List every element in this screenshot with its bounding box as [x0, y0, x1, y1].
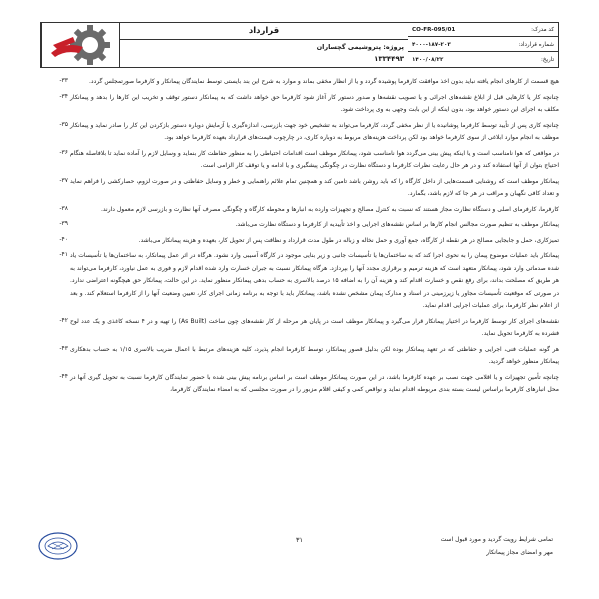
doc-code-value: CO-FR-095/01: [412, 26, 456, 33]
company-stamp-icon: [36, 530, 80, 562]
clause-item: [40, 372, 559, 397]
clause-number: -۳۸: [59, 204, 68, 212]
clause-number: -۴۲: [59, 316, 68, 324]
clause-number: -۴۱: [59, 251, 68, 258]
doc-code-label: کد مدرک:: [531, 26, 554, 33]
clause-number: -۳۶: [59, 148, 68, 156]
contract-number-value: ۴۰۰۰-۱۸۷-۲۰۳: [412, 41, 451, 48]
project-name: پروژه: پتروشیمی گچساران: [316, 43, 404, 51]
contract-clauses: [40, 76, 559, 400]
clause-number: -۳۷: [59, 176, 68, 184]
clause-item: [40, 344, 559, 369]
contract-number-label: شماره قرارداد:: [518, 41, 554, 48]
clause-text: هر گونه عملیات فنی، اجرایی و حفاظتی که در تعهد پیمانکار بوده لکن بدلیل قصور پیمانکار، توسط کارفرما انجام پذیرد، کلیه هزینه‌های مرتبط با اعمال ضریب بالاسری ۱/۱۵ به حساب بدهکاری پیمانکار منظور خواهد گردید.: [70, 345, 559, 365]
clause-number: -۴۴: [59, 372, 68, 380]
clause-text: نقشه‌های اجرای کار توسط کارفرما در اختیار پیمانکار قرار می‌گیرد و پیمانکار موظف است در پایان هر مرحله از کار نقشه‌های چون ساخت (As Built) را تهیه و در ۴ نسخه کاغذی و یک عدد لوح فشرده به کارفرما تحویل نماید.: [70, 317, 560, 337]
clause-text: چنانچه تأمین تجهیزات و یا اقلامی جهت نصب بر عهده کارفرما باشد، در این صورت پیمانکار موظف است بر اساس برنامه پیش بینی شده با حضور نمایندگان کارفرما نسبت به تحویل گیری آنها در محل انبارهای کارفرما براساس لیست بسته بندی مربوطه اقدام نماید و نواقص کمی و کیفی اقلام مزبور را در صورت مجلسی که به امضاء نمایندگان کارفرما،: [70, 373, 559, 393]
page-number: ۳۱: [296, 536, 303, 544]
project-number: ۱۳۳۴۴۹۳: [374, 55, 404, 63]
clause-number: -۳۴: [59, 92, 68, 100]
title-block: [119, 23, 408, 67]
date-row: [408, 53, 558, 67]
clause-item: [40, 250, 559, 313]
acceptance-note: تمامی شرایط رویت گردید و مورد قبول است: [440, 536, 553, 543]
date-value: ۱۴۰۰/۰۸/۲۲: [412, 57, 444, 63]
clause-text: هیچ قسمت از کارهای انجام یافته نباید بدون اخذ موافقت کارفرما پوشیده گردد و یا از انظار مخفی بماند و موارد به شرح این بند بایستی توسط نمایندگان پیمانکار و کارفرما صورتمجلس گردد.: [89, 78, 559, 85]
clause-item: [40, 235, 559, 248]
clause-item: [40, 204, 559, 217]
clause-number: -۳۵: [59, 120, 68, 128]
title-divider: [120, 39, 408, 40]
signature-note: مهر و امضای مجاز پیمانکار: [486, 549, 553, 556]
gear-logo-icon: [43, 23, 119, 67]
clause-text: چنانچه کاری پس از تأیید توسط کارفرما پوشانیده یا از نظر مخفی گردد، کارفرما می‌تواند به تشخیص خود جهت بازرسی، اندازه‌گیری یا آزمایش دوباره دستور بازکردن این کار را صادر نماید و پیمانکار موظف به انجام موارد ابلاغی از سوی کارفرما خواهد بود لکن پرداخت هزینه‌های مربوط به دوباره کاری، در چارچوب قیمت‌های قرارداد بعهده کارفرما خواهد بود.: [70, 121, 559, 141]
document-title: قرارداد: [248, 26, 280, 36]
clause-text: تمیزکاری، حمل و جابجایی مصالح در هر نقطه از کارگاه، جمع آوری و حمل نخاله و زباله در طول مدت قرارداد و نظافت پس از تحویل کار، بعهده و هزینه پیمانکار می‌باشد.: [138, 236, 559, 244]
document-header: [40, 22, 559, 68]
clause-text: در مواقعی که هوا نامناسب است و یا اینکه پیش بینی می‌گردد هوا نامناسب شود، پیمانکار موظف است اقدامات احتیاطی را به منظور حفاظت کار بنماید و وسایل لازم را آماده نماید تا بلافاصله هنگام احتیاج بتوان از آنها استفاده کند و در هر حال رعایت نظرات کارفرما و دستگاه نظارت در چگونگی پیشگیری و یا ادامه و یا توقف کار الزامی است.: [70, 149, 559, 169]
date-label: تاریخ:: [540, 57, 554, 63]
clause-text: کارفرما، کارفرمای اصلی و دستگاه نظارت مجاز هستند که نسبت به کنترل مصالح و تجهیزات وارده به انبارها و محوطه کارگاه و چگونگی مصرف آنها نظارت و بازرسی لازم معمول دارند.: [101, 205, 559, 213]
clause-text: چنانچه کار یا کارهایی قبل از ابلاغ نقشه‌های اجرائی و یا تصویب نقشه‌ها و صدور دستور کار آغاز شود کارفرما حق خواهد داشت که به پیمانکار دستور توقف و تخریب این کارها را بدهد و پیمانکار مکلف به اجرای این دستور خواهد بود، بدون اینکه از این بابت وجهی به وی پرداخت شود.: [70, 93, 559, 113]
contract-number-row: [408, 38, 558, 52]
clause-number: -۴۰: [59, 235, 68, 243]
clause-text: پیمانکار موظف به تنظیم صورت مجالس انجام کارها بر اساس نقشه‌های اجرایی و اخذ تأییدیه از کارفرما و دستگاه نظارت می‌باشد.: [235, 221, 559, 228]
clause-number: -۳۹: [59, 220, 68, 227]
clause-item: [40, 148, 559, 173]
clause-item: [40, 120, 559, 145]
clause-number: -۴۳: [59, 344, 68, 352]
contract-page: [40, 22, 559, 574]
clause-number: -۳۳: [59, 77, 68, 84]
doc-code-row: [408, 23, 558, 37]
clause-item: [40, 92, 559, 117]
document-meta-block: [408, 23, 558, 67]
clause-text: پیمانکار باید عملیات موضوع پیمان را به نحوی اجرا کند که به ساختمان‌ها یا تأسیسات جانبی و زیر بنایی موجود در کارگاه آسیبی وارد نشود. هرگاه در اثر عمل پیمانکار، به ساختمان‌ها یا تأسیسات یاد شده صدماتی وارد شود، پیمانکار متعهد است که هزینه ترمیم و برقراری مجدد آنها را بپردازد. هرگاه پیمانکار نسبت به جبران خسارت وارد شده اقدام لازم و فوری به عمل نیاورد، کارفرما می‌تواند به هر طریق که مصلحت بداند، برای رفع نقص و خسارت اقدام کند و هزینه آن را به اضافه ۱۵ درصد بالاسری به حساب بدهی پیمانکار منظور نماید. در این حالت، پیمانکار حق هیچگونه اعتراضی ندارد. در صورتی که موقعیت تأسیسات مجاور یا زیرزمینی در اسناد و مدارک پیمان مشخص نشده باشد، پیمانکار باید با توجه به برنامه زمانی اجرای کار، تعیین وضعیت آنها را از کارفرما استعلام کند. و بعد از اعلام نظر کارفرما، برای عملیات اجرایی اقدام نماید.: [70, 252, 559, 309]
page-footer: [40, 530, 559, 574]
clause-item: [40, 316, 559, 341]
company-logo: [41, 23, 119, 67]
clause-item: [40, 76, 559, 89]
clause-item: [40, 176, 559, 201]
clause-text: پیمانکار موظف است که روشنایی قسمت‌هایی از داخل کارگاه را که باید روشن باشد تامین کند و همچنین تمام علائم راهنمایی و خطر و وسایل حفاظتی و در صورت لزوم، حصارکشی را فراهم نماید و تعداد کافی نگهبان و مراقب در هر جا که لازم باشد، بگمارد.: [70, 177, 559, 197]
clause-item: [40, 219, 559, 232]
